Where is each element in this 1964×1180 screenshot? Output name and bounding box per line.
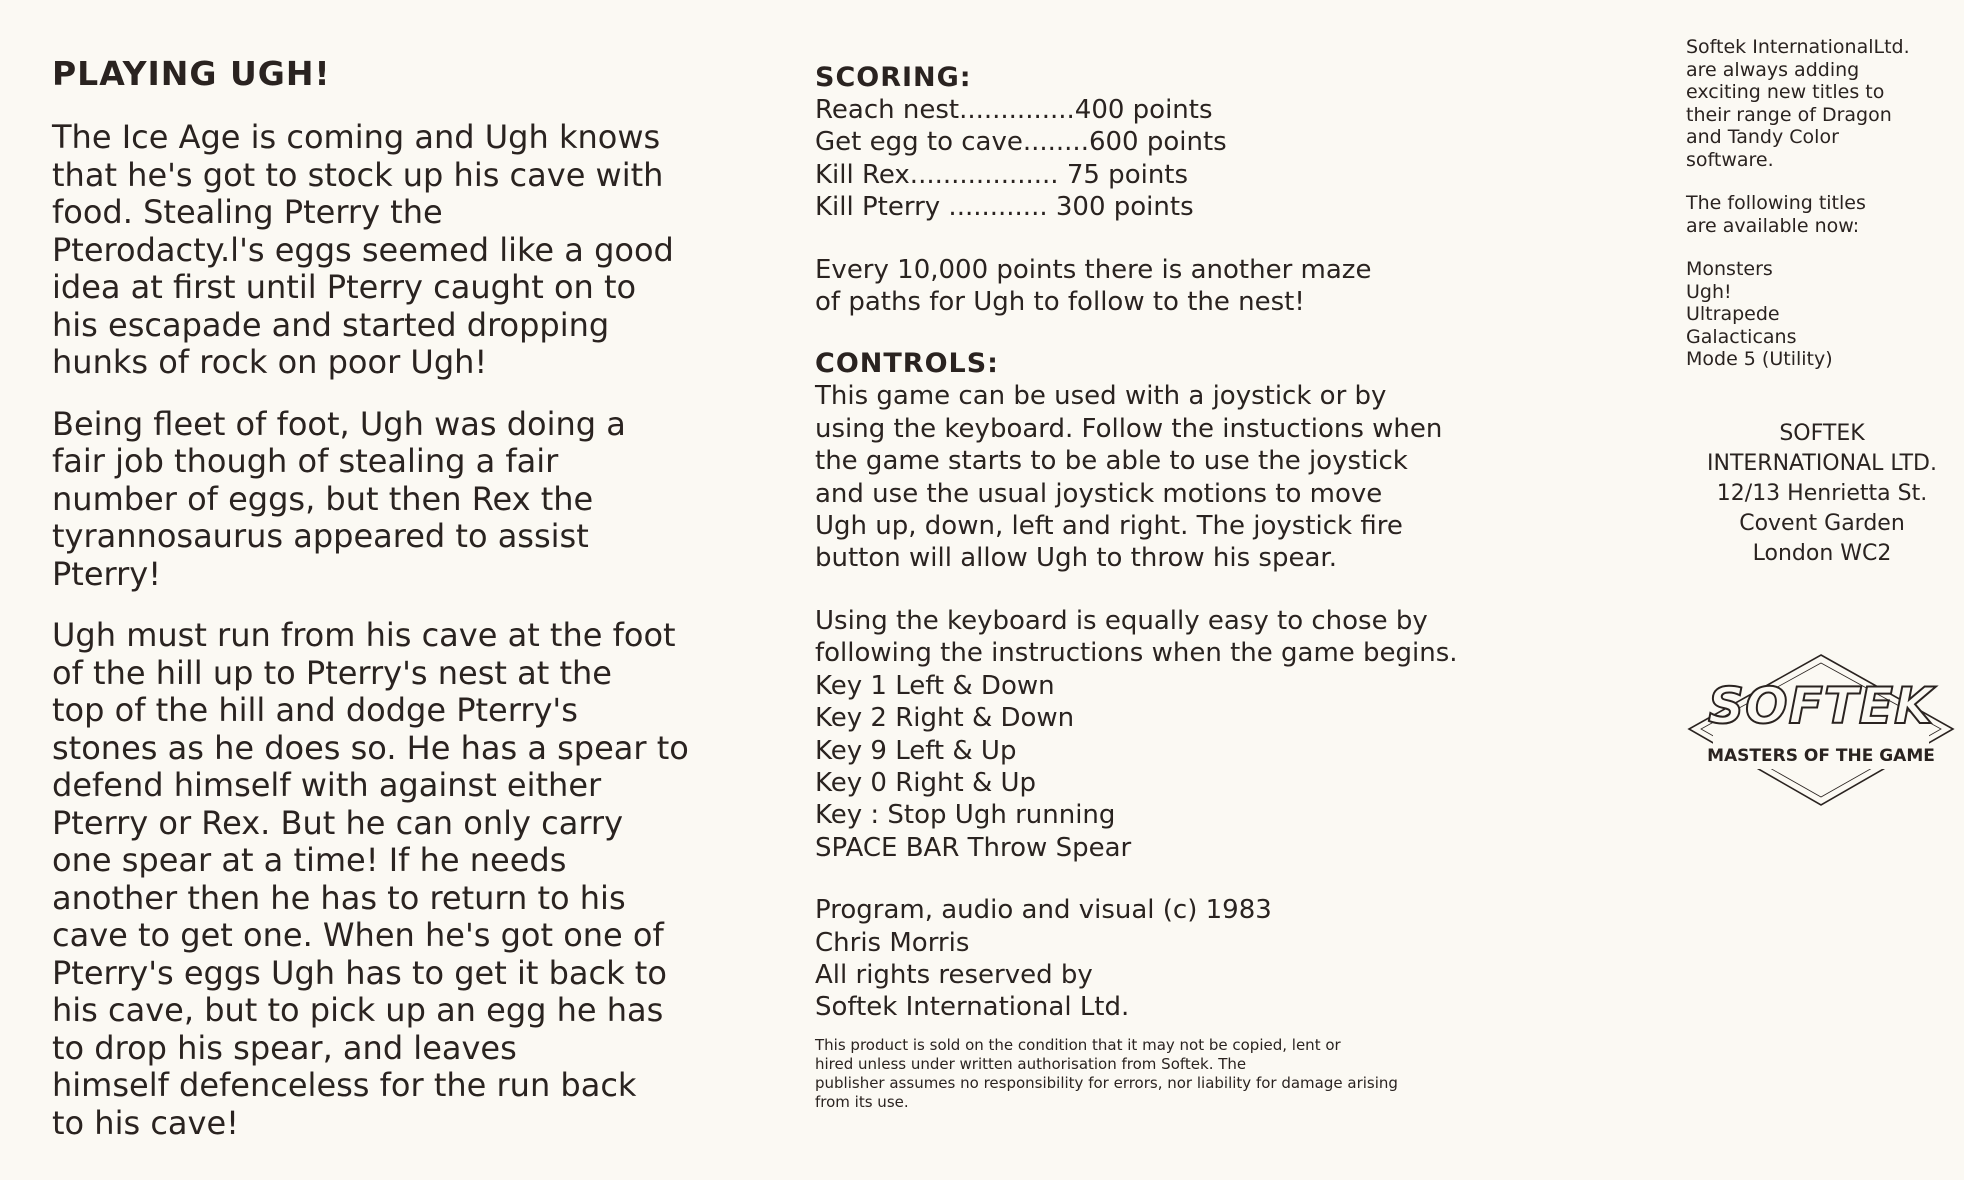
logo-tagline: MASTERS OF THE GAME bbox=[1707, 745, 1935, 766]
text-line: their range of Dragon bbox=[1686, 103, 1892, 126]
softek-intro bbox=[1686, 36, 1958, 171]
text-line: exciting new titles to bbox=[1686, 81, 1885, 103]
intro-paragraph bbox=[52, 119, 742, 382]
softek-logo bbox=[1683, 651, 1958, 815]
key-list bbox=[815, 670, 1475, 864]
text-line: his escapade and started dropping bbox=[52, 305, 610, 344]
company-address bbox=[1686, 419, 1958, 569]
address-line: Covent Garden bbox=[1739, 510, 1905, 536]
text-line: Every 10,000 points there is another maze bbox=[815, 254, 1372, 285]
text-line: using the keyboard. Follow the instuctions when bbox=[815, 413, 1443, 444]
middle-column bbox=[815, 62, 1475, 1112]
left-column bbox=[52, 54, 742, 1166]
scoring-table bbox=[815, 94, 1475, 224]
text-line: idea at first until Pterry caught on to bbox=[52, 268, 637, 306]
text-line: to drop his spear, and leaves bbox=[52, 1028, 517, 1067]
controls-text bbox=[815, 380, 1475, 574]
text-line: software. bbox=[1686, 148, 1774, 171]
text-line: The Ice Age is coming and Ugh knows bbox=[52, 118, 661, 156]
address-line: London WC2 bbox=[1752, 540, 1892, 566]
text-line: Using the keyboard is equally easy to chose by bbox=[815, 605, 1428, 636]
text-line: cave to get one. When he's got one of bbox=[52, 916, 664, 954]
scoring-heading: SCORING: bbox=[815, 62, 972, 93]
text-line: hired unless under written authorisation from Softek. The bbox=[815, 1054, 1247, 1073]
text-line: hunks of rock on poor Ugh! bbox=[52, 343, 488, 381]
text-line: Pterry! bbox=[52, 554, 162, 593]
key-row: SPACE BAR Throw Spear bbox=[815, 832, 1132, 863]
gameplay-paragraph bbox=[52, 617, 742, 1142]
text-line: fair job though of stealing a fair bbox=[52, 442, 559, 480]
address-line: SOFTEK bbox=[1779, 420, 1865, 446]
text-line: Softek International Ltd. bbox=[815, 992, 1130, 1023]
text-line: his cave, but to pick up an egg he has bbox=[52, 991, 664, 1029]
text-line: Chris Morris bbox=[815, 927, 970, 958]
text-line: are always adding bbox=[1686, 58, 1860, 81]
list-item: Galacticans bbox=[1686, 325, 1797, 348]
text-line: Ugh up, down, left and right. The joystick fire bbox=[815, 511, 1403, 542]
text-line: publisher assumes no responsibility for errors, nor liability for damage arising bbox=[815, 1073, 1398, 1092]
text-line: and Tandy Color bbox=[1686, 126, 1839, 148]
text-line: following the instructions when the game begins. bbox=[815, 638, 1458, 669]
text-line: top of the hill and dodge Pterry's bbox=[52, 691, 578, 729]
text-line: from its use. bbox=[815, 1092, 909, 1111]
text-line: Ugh must run from his cave at the foot bbox=[52, 616, 676, 654]
available-note bbox=[1686, 192, 1958, 237]
text-line: that he's got to stock up his cave with bbox=[52, 155, 664, 194]
text-line: The following titles bbox=[1686, 192, 1866, 214]
score-row: Reach nest..............400 points bbox=[815, 95, 1213, 125]
text-line: to his cave! bbox=[52, 1103, 239, 1142]
list-item: Monsters bbox=[1686, 258, 1773, 280]
text-line: tyrannosaurus appeared to assist bbox=[52, 517, 589, 555]
text-line: This game can be used with a joystick or by bbox=[815, 381, 1387, 412]
text-line: Pterry or Rex. But he can only carry bbox=[52, 803, 623, 842]
list-item: Ultrapede bbox=[1686, 303, 1780, 325]
softek-logo-graphic bbox=[1683, 651, 1959, 811]
score-row: Get egg to cave........600 points bbox=[815, 127, 1227, 158]
text-line: All rights reserved by bbox=[815, 959, 1093, 990]
page-title: PLAYING UGH! bbox=[52, 54, 331, 93]
text-line: another then he has to return to his bbox=[52, 878, 626, 917]
text-line: the game starts to be able to use the joystick bbox=[815, 446, 1408, 477]
score-row: Kill Pterry ............ 300 points bbox=[815, 192, 1194, 223]
fine-print bbox=[815, 1036, 1475, 1112]
list-item: Ugh! bbox=[1686, 280, 1732, 303]
text-line: one spear at a time! If he needs bbox=[52, 841, 567, 879]
text-line: Softek InternationalLtd. bbox=[1686, 36, 1910, 58]
key-row: Key 2 Right & Down bbox=[815, 703, 1075, 734]
right-column bbox=[1686, 36, 1958, 815]
text-line: himself defenceless for the run back bbox=[52, 1066, 637, 1104]
key-row: Key 0 Right & Up bbox=[815, 767, 1037, 798]
list-item: Mode 5 (Utility) bbox=[1686, 348, 1833, 370]
text-line: food. Stealing Pterry the bbox=[52, 193, 443, 231]
key-row: Key 1 Left & Down bbox=[815, 670, 1055, 701]
text-line: number of eggs, but then Rex the bbox=[52, 479, 594, 518]
text-line: are available now: bbox=[1686, 214, 1860, 237]
logo-wordmark: SOFTEK bbox=[1708, 676, 1934, 735]
address-line: 12/13 Henrietta St. bbox=[1716, 480, 1928, 506]
address-line: INTERNATIONAL LTD. bbox=[1707, 450, 1937, 476]
text-line: Being fleet of foot, Ugh was doing a bbox=[52, 404, 626, 443]
text-line: defend himself with against either bbox=[52, 766, 602, 804]
text-line: Pterodacty.l's eggs seemed like a good bbox=[52, 230, 674, 269]
rex-paragraph bbox=[52, 406, 742, 594]
bonus-note bbox=[815, 254, 1475, 319]
text-line: of paths for Ugh to follow to the nest! bbox=[815, 287, 1305, 318]
text-line: button will allow Ugh to throw his spear. bbox=[815, 543, 1337, 574]
key-row: Key 9 Left & Up bbox=[815, 735, 1017, 766]
credits bbox=[815, 894, 1475, 1024]
text-line: Pterry's eggs Ugh has to get it back to bbox=[52, 953, 667, 992]
text-line: This product is sold on the condition that it may not be copied, lent or bbox=[815, 1035, 1341, 1054]
score-row: Kill Rex.................. 75 points bbox=[815, 159, 1189, 190]
key-row: Key : Stop Ugh running bbox=[815, 800, 1116, 831]
text-line: of the hill up to Pterry's nest at the bbox=[52, 653, 612, 692]
text-line: stones as he does so. He has a spear to bbox=[52, 728, 689, 767]
controls-heading: CONTROLS: bbox=[815, 348, 999, 380]
keyboard-intro bbox=[815, 605, 1475, 670]
text-line: Program, audio and visual (c) 1983 bbox=[815, 895, 1272, 926]
text-line: and use the usual joystick motions to move bbox=[815, 478, 1383, 509]
title-list bbox=[1686, 258, 1958, 371]
